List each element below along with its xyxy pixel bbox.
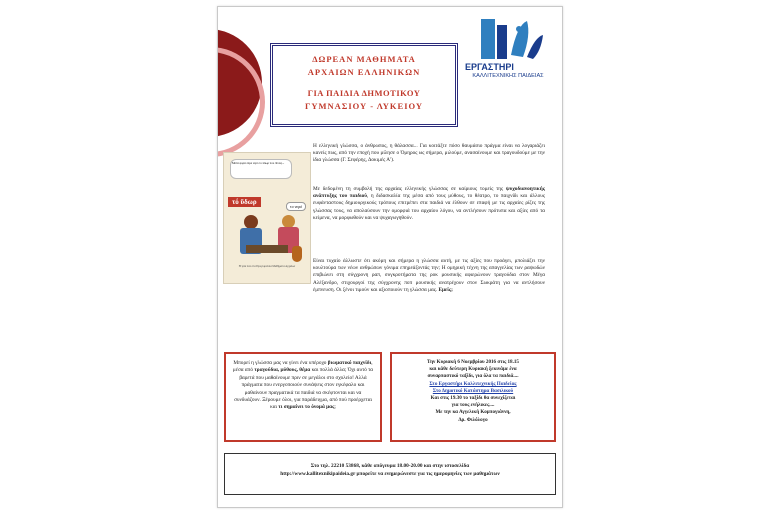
box-right-line-3: συναρπαστικό ταξίδι, για όλα τα παιδιά.... [427, 373, 519, 380]
box-right-title: Δρ. Φιλόλογο [458, 416, 488, 423]
second-paragraph-text-c: , η διδασκαλία της μέσα από τους μύθους, το θέατρο, το παιχνίδι και άλλους ευφάνταστους δημιουργικούς τρόπους επιτρέπει στα παιδιά να έλθουν σε επαφή με τις αρχαίες ρίζες της γλώσσας τους, να απολαύσουν την ομορφιά του αρχαίου λόγου, να αντλήσουν πρότυπα και αξίες από τα κείμενα, να μορφωθούν και να ψυχαγωγηθούν. [313, 193, 545, 221]
box-right-line-2: και κάθε δεύτερη Κυριακή ξεκινάμε ένα [429, 366, 517, 373]
second-paragraph-bold: ψυχοδιανοητικής ανάπτυξης του παιδιού [313, 186, 545, 200]
third-paragraph [230, 258, 545, 294]
box-right-line-1: Την Κυριακή 6 Νοεμβρίου 2016 στις 18.15 [427, 359, 519, 365]
box-left-bold-2: τραγούδια, μύθους, θέμα [254, 367, 311, 374]
title-line-3: ΓΙΑ ΠΑΙΔΙΑ ΔΗΜΟΤΙΚΟΥ [307, 88, 421, 98]
illustration-white-label: το νερό [286, 202, 306, 211]
illustration-red-label: τό ὕδωρ [228, 197, 261, 207]
box-right-line-6: Και στις 19.30 το ταξίδι θα συνεχίζεται [430, 395, 516, 402]
child-head-icon [244, 215, 258, 229]
third-paragraph-text [230, 258, 545, 294]
box-left-text-3: και πολλά άλλα; Όχι αυτό τα βαρετά που μαθαίνουμε πριν σε μεγάλοι στο σχολείο! Αλλά πράγματα που ενεργοποιούν συνάψεις στον εγκέφαλο και μαθαίνουν πραγματικά τα παιδιά να σκέφτονται και να συνδυάζουν. Ξέρουμε όλοι, για παράδειγμα, από πού προέρχεται και [234, 367, 374, 411]
contact-phone: Στο τηλ. 22210 53868, κάθε απόγευμα 18.00-20.00 και στην ιστοσελίδα [310, 463, 470, 469]
table-icon [246, 245, 288, 253]
box-left-text-2: , μέσα από [232, 360, 373, 374]
info-box-right [390, 352, 556, 442]
illustration-caption: Η τρία ένα στα Προγυμνάσια Μαθήματα Αρχαίων [238, 265, 296, 268]
title-line-1: ΔΩΡΕΑΝ ΜΑΘΗΜΑΤΑ [312, 54, 416, 64]
logo-name: ΕΡΓΑΣΤΗΡΙ [465, 62, 514, 72]
contact-website[interactable]: http://www.kallitexnikipaideia.gr μπορείτε να ενημερώνεστε για τις ημερομηνίες των μαθημάτων [280, 471, 500, 477]
logo-graphic-icon [461, 15, 559, 65]
box-right-venue-2: Στο Δημοτικό Κατάστημα Βασιλικού [432, 387, 514, 394]
speech-bubble: Μετά φορά λέμε νερό το ύδωρ που πίνεις... [230, 159, 292, 179]
contact-box [224, 453, 556, 495]
logo-subtitle: ΚΑΛΛΙΤΕΧΝΙΚΗΣ ΠΑΙΔΕΙΑΣ [472, 73, 544, 79]
box-left-bold-3: τι σημαίνει το όνομά μας [278, 404, 335, 411]
title-box [270, 43, 458, 127]
box-right-line-7: για τους ενήλικες.... [451, 402, 495, 409]
title-line-4: ΓΥΜΝΑΣΙΟΥ - ΛΥΚΕΙΟΥ [304, 101, 424, 111]
third-paragraph-body: Είναι τυχαίο άλλωστε ότι ακόμη και σήμερα η γλώσσα αυτή, με τις αξίες που προάγει, μπολιάζει την κουλτούρα των νέων ανθρώπων γόνιμα επηρεάζοντάς την; Η ομηρική τέχνη της απαγγελίας των ραψωδών επιβιώνει στη σύγχρονη ραπ, συγκροτήματα της ροκ μουσικής αφιερώνουν τραγούδια στον Μέγα Αλέξανδρο, στιχουργοί της σύγχρονης ποπ μουσικής ανατρέχουν στον Σωκράτη για να αντλήσουν έμπνευση. Οι ξένοι τιμούν και αξιοποιούν τη γλώσσα μας. [313, 258, 545, 293]
title-line-2: ΑΡΧΑΙΩΝ ΕΛΛΗΝΙΚΩΝ [307, 67, 421, 77]
box-right-teacher: Με την κα Αγγελική Κομπογιάννη, [435, 409, 511, 416]
flyer-page [217, 6, 563, 508]
box-left-text-1: Μπορεί η γλώσσα μας να γίνει ένα υπέροχο [233, 360, 327, 366]
second-paragraph [313, 186, 545, 222]
intro-paragraph: Η ελληνική γλώσσα, ο άνθρωπος, η θάλασσα... Για κοιτάξτε πόσο θαυμάσιο πράγμα είναι να λογαριάζει κανείς πως, από την εποχή που μίλησε ο Όμηρος ως σήμερα, μιλούμε, ανασαίνουμε και τραγουδούμε με την ίδια γλώσσα (Γ. Σεφέρης, Δοκιμές Α'). [313, 143, 545, 164]
third-paragraph-question: Εμείς; [438, 286, 453, 293]
box-right-venue-1: Στο Εργαστήρι Καλλιτεχνικής Παιδείας [429, 380, 517, 387]
info-box-left [224, 352, 382, 442]
box-left-bold-1: βιωματικό παιχνίδι [327, 360, 372, 366]
second-paragraph-text-a: Με δεδομένη τη συμβολή της αρχαίας ελληνικής γλώσσας σε καίριους τομείς της [313, 186, 504, 192]
box-left-text-4: ; [334, 404, 336, 411]
logo [461, 15, 559, 91]
